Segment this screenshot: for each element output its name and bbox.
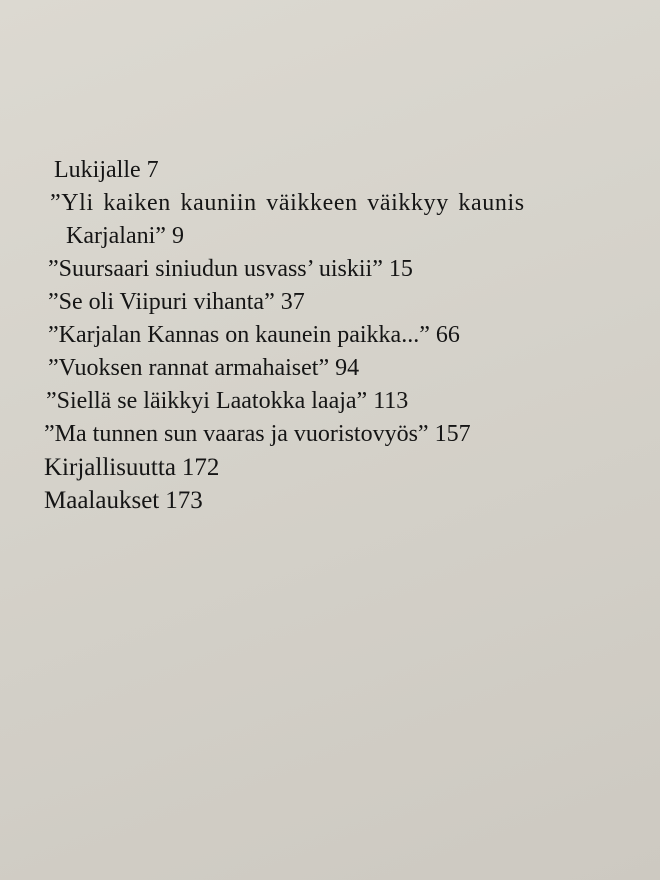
toc-entry — [44, 451, 654, 484]
toc-entry — [44, 253, 654, 286]
toc-entry — [44, 352, 654, 385]
toc-entry-page: 9 — [171, 223, 184, 249]
toc-entry-title: Maalaukset — [44, 487, 160, 514]
toc-entry-page: 173 — [165, 487, 203, 514]
toc-entry — [44, 154, 654, 187]
toc-entry-page: 7 — [146, 157, 159, 183]
toc-entry-title: ”Yli kaiken kauniin väikkeen väikkyy kaunis — [50, 190, 525, 216]
toc-entry-page: 15 — [388, 256, 413, 282]
toc-entry — [44, 484, 654, 517]
toc-entry — [44, 319, 654, 352]
toc-entry-title: ”Vuoksen rannat armahaiset” — [48, 355, 330, 381]
toc-entry-title: ”Siellä se läikkyi Laatokka laaja” — [46, 388, 368, 414]
toc-entry-title: ”Se oli Viipuri vihanta” — [48, 289, 275, 315]
table-of-contents — [44, 154, 654, 517]
toc-entry — [44, 187, 654, 220]
toc-entry-continuation — [44, 220, 654, 253]
toc-entry-title: Lukijalle — [54, 157, 141, 183]
toc-entry — [44, 385, 654, 418]
toc-entry-page: 113 — [373, 388, 409, 414]
toc-entry-title: ”Suursaari siniudun usvass’ uiskii” — [48, 256, 383, 282]
toc-entry-page: 157 — [434, 421, 471, 447]
toc-entry-page: 37 — [280, 289, 305, 315]
toc-entry-title: Kirjallisuutta — [44, 454, 176, 481]
toc-entry-page: 66 — [435, 322, 460, 348]
toc-entry — [44, 418, 654, 451]
toc-entry-title: ”Karjalan Kannas on kaunein paikka...” — [48, 322, 430, 348]
toc-entry-page: 172 — [181, 454, 220, 481]
toc-entry-title: Karjalani” — [66, 223, 166, 249]
toc-entry-title: ”Ma tunnen sun vaaras ja vuoristovyös” — [44, 421, 429, 447]
toc-entry — [44, 286, 654, 319]
toc-entry-page: 94 — [335, 355, 360, 381]
